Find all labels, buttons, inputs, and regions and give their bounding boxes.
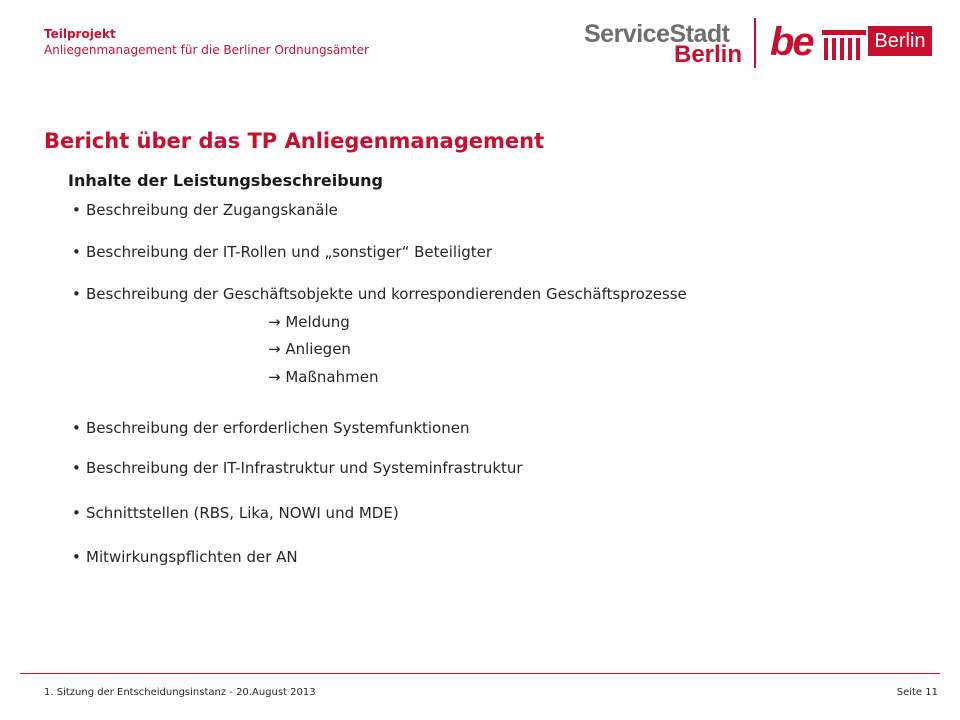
servicestadt-logo-line1: ServiceStadt — [584, 20, 730, 48]
bullet-text: Beschreibung der Geschäftsobjekte und korrespondierenden Geschäftsprozesse — [86, 285, 687, 303]
header-subtitle: Anliegenmanagement für die Berliner Ordnungsämter — [44, 43, 369, 57]
bullet-text: Schnittstellen (RBS, Lika, NOWI und MDE) — [86, 504, 399, 522]
bullet-dot-icon: • — [72, 548, 81, 566]
header-kicker: Teilprojekt — [44, 27, 116, 41]
bullet-item — [72, 284, 687, 304]
bullet-dot-icon: • — [72, 459, 81, 477]
bullet-text: Beschreibung der IT-Infrastruktur und Systeminfrastruktur — [86, 459, 523, 477]
bullet-text: Beschreibung der IT-Rollen und „sonstiger“ Beteiligter — [86, 243, 493, 261]
bullet-dot-icon: • — [72, 201, 81, 219]
bullet-item — [72, 503, 399, 523]
bullet-item — [72, 547, 298, 567]
servicestadt-logo — [584, 18, 742, 68]
footer-divider — [20, 673, 940, 674]
servicestadt-logo-line2: Berlin — [673, 41, 742, 68]
footer-page-number: Seite 11 — [896, 687, 938, 698]
subitem-anliegen: → Anliegen — [268, 340, 351, 358]
bullet-dot-icon: • — [72, 285, 81, 303]
header-block — [44, 27, 369, 58]
bullet-item — [72, 200, 338, 220]
subitem-meldung: → Meldung — [268, 313, 350, 331]
logo-area — [584, 18, 932, 70]
berlin-wordmark: Berlin — [868, 26, 932, 56]
be-logo-mark: be — [770, 20, 813, 64]
bullet-item — [72, 418, 469, 438]
page-title: Bericht über das TP Anliegenmanagement — [44, 129, 545, 153]
bullet-dot-icon: • — [72, 243, 81, 261]
bullet-item — [72, 458, 523, 478]
bullet-text: Mitwirkungspflichten der AN — [86, 548, 298, 566]
brandenburg-gate-icon — [822, 30, 866, 60]
section-heading: Inhalte der Leistungsbeschreibung — [68, 171, 383, 190]
footer-meeting-info: 1. Sitzung der Entscheidungsinstanz - 20.August 2013 — [44, 687, 316, 698]
subitem-massnahmen: → Maßnahmen — [268, 368, 379, 386]
bullet-text: Beschreibung der erforderlichen Systemfunktionen — [86, 419, 470, 437]
bullet-text: Beschreibung der Zugangskanäle — [86, 201, 338, 219]
bullet-dot-icon: • — [72, 419, 81, 437]
bullet-dot-icon: • — [72, 504, 81, 522]
bullet-item — [72, 242, 492, 262]
logo-divider — [754, 18, 756, 68]
be-berlin-logo — [770, 20, 932, 68]
